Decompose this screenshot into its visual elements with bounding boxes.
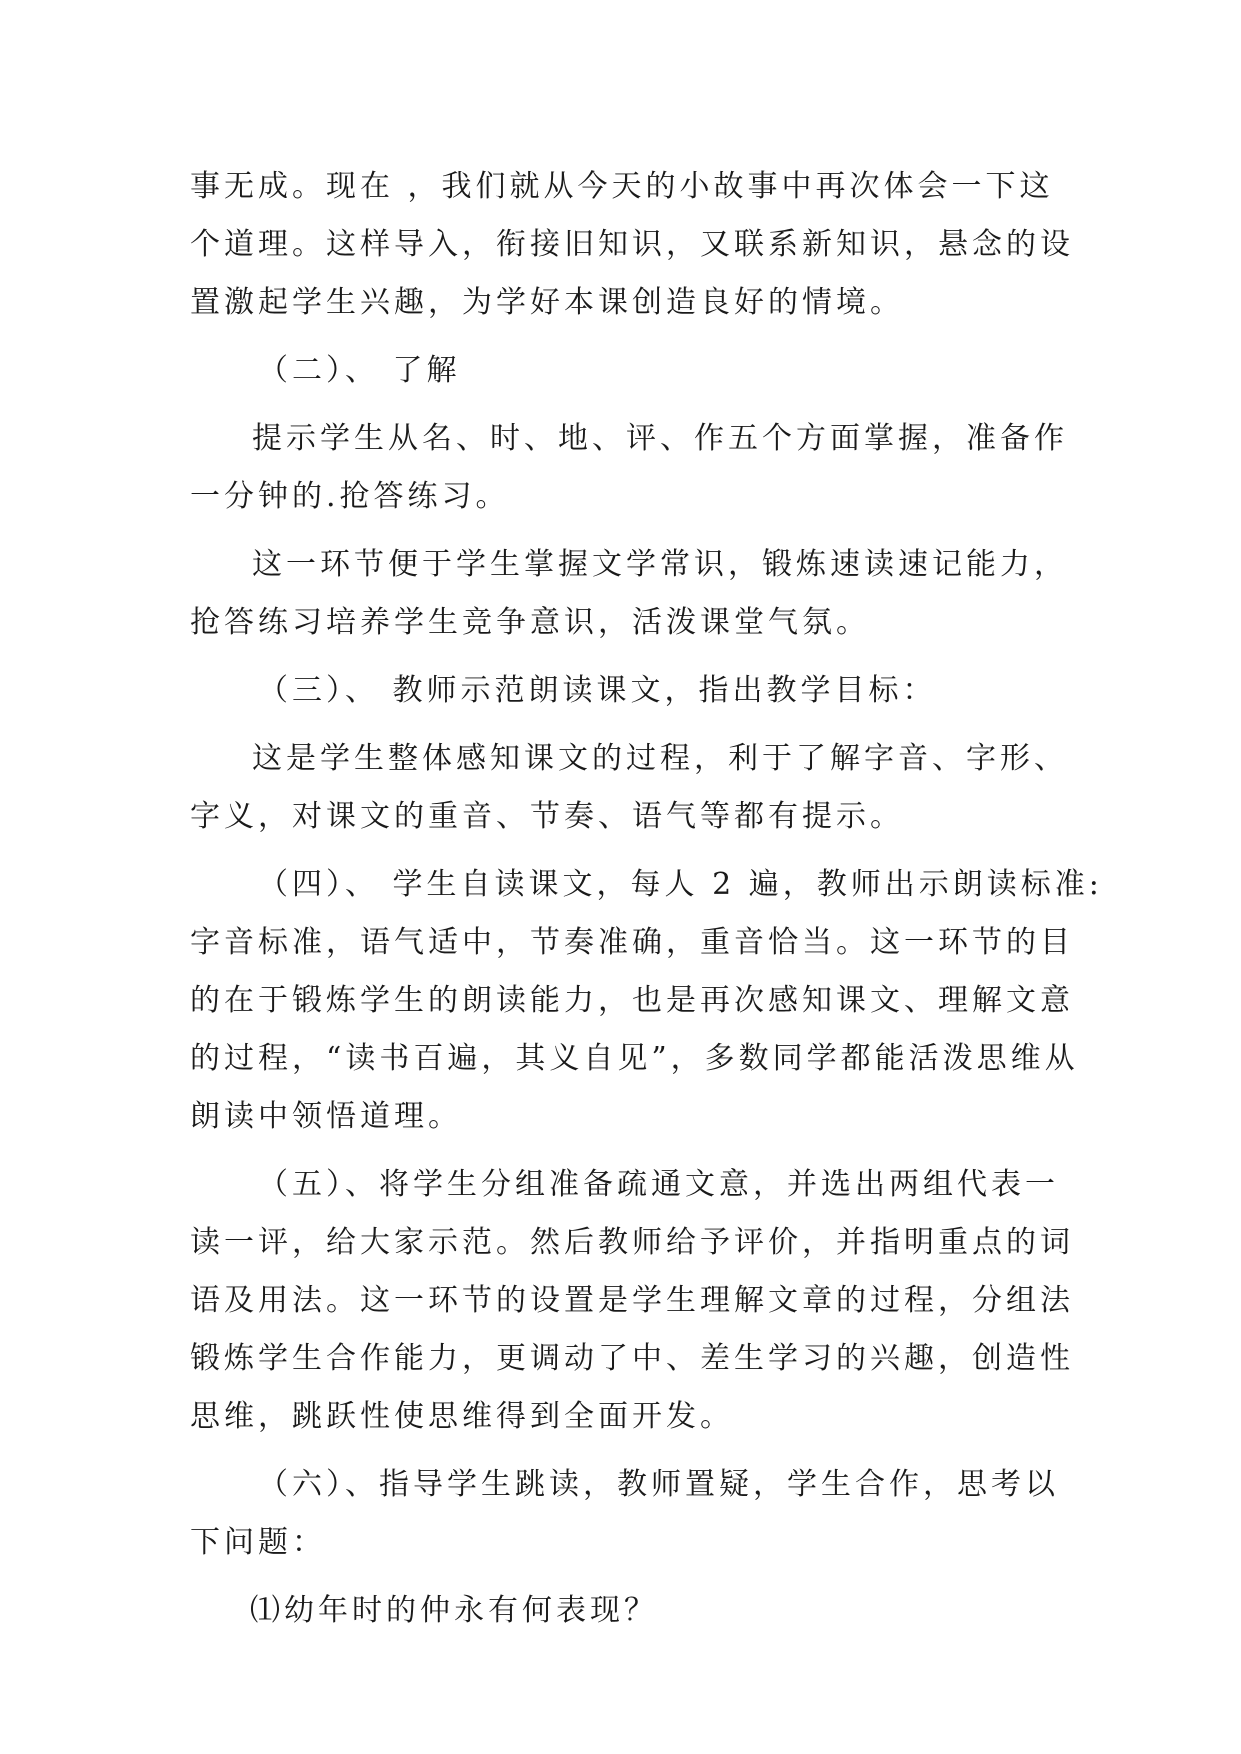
text-line: 语及用法。这一环节的设置是学生理解文章的过程，分组法 <box>190 1283 1074 1318</box>
text-line: 这一环节便于学生掌握文学常识，锻炼速读速记能力， <box>252 547 1068 582</box>
text-line: 一分钟的.抢答练习。 <box>190 479 510 514</box>
text-line: 字义，对课文的重音、节奏、语气等都有提示。 <box>190 799 904 834</box>
text-line: 思维，跳跃性使思维得到全面开发。 <box>190 1399 734 1434</box>
text-line: 事无成。现在 ，我们就从今天的小故事中再次体会一下这 <box>190 169 1054 204</box>
section-heading-2: （二）、 了解 <box>258 353 461 388</box>
text-line: 下问题： <box>190 1525 326 1560</box>
text-line: 置激起学生兴趣，为学好本课创造良好的情境。 <box>190 285 904 320</box>
text-line: 锻炼学生合作能力，更调动了中、差生学习的兴趣，创造性 <box>190 1341 1074 1376</box>
text-line: 抢答练习培养学生竞争意识，活泼课堂气氛。 <box>190 605 870 640</box>
text-line: 个道理。这样导入，衔接旧知识，又联系新知识，悬念的设 <box>190 227 1074 262</box>
section-heading-6: （六）、指导学生跳读，教师置疑，学生合作，思考以 <box>258 1467 1059 1502</box>
section-heading-5: （五）、将学生分组准备疏通文意，并选出两组代表一 <box>258 1167 1059 1202</box>
body-text <box>190 158 1103 1640</box>
text-line: 的过程，“读书百遍，其义自见”，多数同学都能活泼思维从 <box>190 1041 1079 1076</box>
section-heading-4: （四）、 学生自读课文，每人 2 遍，教师出示朗读标准: <box>258 867 1103 902</box>
text-line: 的在于锻炼学生的朗读能力，也是再次感知课文、理解文意 <box>190 983 1074 1018</box>
text-line: 这是学生整体感知课文的过程，利于了解字音、字形、 <box>252 741 1068 776</box>
text-line: 读一评，给大家示范。然后教师给予评价，并指明重点的词 <box>190 1225 1074 1260</box>
text-line: 提示学生从名、时、地、评、作五个方面掌握，准备作 <box>252 421 1068 456</box>
text-line: 字音标准，语气适中，节奏准确，重音恰当。这一环节的目 <box>190 925 1074 960</box>
section-heading-3: （三）、 教师示范朗读课文，指出教学目标： <box>258 673 937 708</box>
question-item: ⑴幼年时的仲永有何表现？ <box>250 1593 658 1628</box>
text-line: 朗读中领悟道理。 <box>190 1099 462 1134</box>
